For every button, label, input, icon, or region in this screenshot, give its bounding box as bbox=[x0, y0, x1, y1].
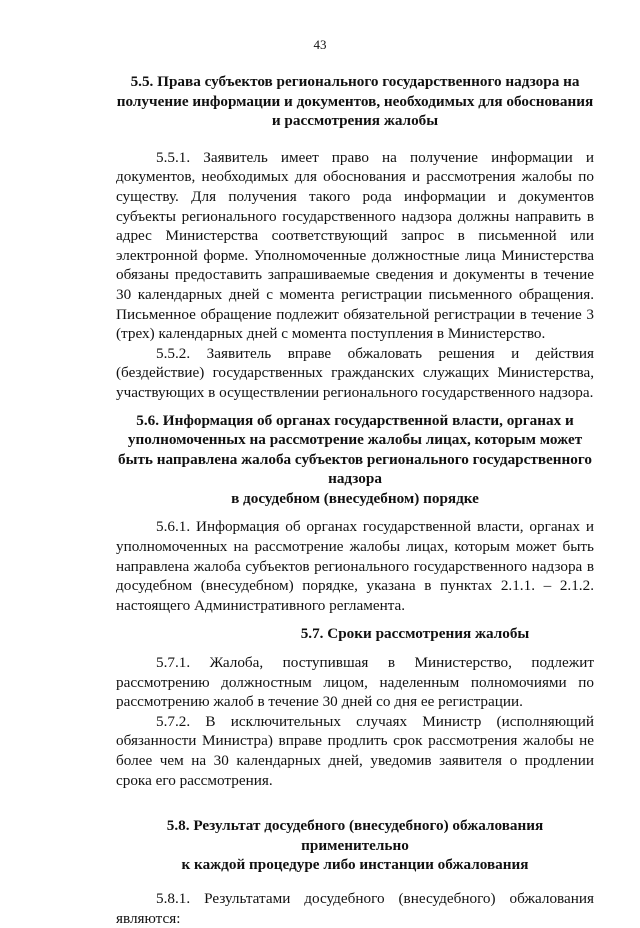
paragraph: 5.6.1. Информация об органах государственной власти, органах и уполномоченных на рассмотрение жалобы лицах, которым может быть направлена жалоба субъектов регионального государственного надзора в досудебном (внесудебном) порядке, указана в пунктах 2.1.1. – 2.1.2. настоящего Административного регламента. bbox=[116, 518, 594, 614]
page-number: 43 bbox=[313, 37, 327, 52]
paragraph: 5.7.2. В исключительных случаях Министр (исполняющий обязанности Министра) вправе продлить срок рассмотрения жалобы не более чем на 30 календарных дней, уведомив заявителя о продлении срока его рассмотрения. bbox=[116, 712, 594, 789]
section-heading: 5.6. Информация об органах государственной власти, органах и уполномоченных на рассмотрение жалобы лицах, которым может быть направлена жалоба субъектов регионального государственного надзора bbox=[118, 411, 592, 488]
document-body bbox=[116, 66, 594, 928]
section-5-5 bbox=[116, 72, 594, 403]
paragraph: 5.8.1. Результатами досудебного (внесудебного) обжалования являются: bbox=[116, 889, 594, 927]
section-heading-line2: к каждой процедуре либо инстанции обжалования bbox=[181, 856, 529, 874]
section-5-6 bbox=[116, 411, 594, 616]
paragraph: 5.5.2. Заявитель вправе обжаловать решения и действия (бездействие) государственных гражданских служащих Министерства, участвующих в осуществлении регионального государственного надзора. bbox=[116, 344, 594, 401]
section-heading: 5.7. Сроки рассмотрения жалобы bbox=[300, 625, 530, 643]
paragraph: 5.5.1. Заявитель имеет право на получение информации и документов, необходимых для обоснования и рассмотрения жалобы по существу. Для получения такого рода информации и документов субъекты регионального государственного надзора должны направить в адрес Министерства соответствующий запрос в письменной или электронной форме. Уполномоченные должностные лица Министерства обязаны предоставить запрашиваемые сведения и документы в течение 30 календарных дней с момента регистрации письменного обращения. Письменное обращение подлежит обязательной регистрации в течение 3 (трех) календарных дней с момента поступления в Министерство. bbox=[116, 148, 594, 343]
section-5-8 bbox=[116, 816, 594, 928]
section-heading-line2: в досудебном (внесудебном) порядке bbox=[231, 489, 479, 507]
section-heading: 5.5. Права субъектов регионального государственного надзора на получение информации и документов, необходимых для обоснования и рассмотрения жалобы bbox=[116, 73, 594, 130]
section-heading: 5.8. Результат досудебного (внесудебного) обжалования применительно bbox=[166, 817, 544, 854]
section-5-7 bbox=[116, 624, 594, 790]
paragraph: 5.7.1. Жалоба, поступившая в Министерство, подлежит рассмотрению должностным лицом, наделенным полномочиями по рассмотрению жалоб в течение 30 дней со дня ее регистрации. bbox=[116, 654, 594, 711]
